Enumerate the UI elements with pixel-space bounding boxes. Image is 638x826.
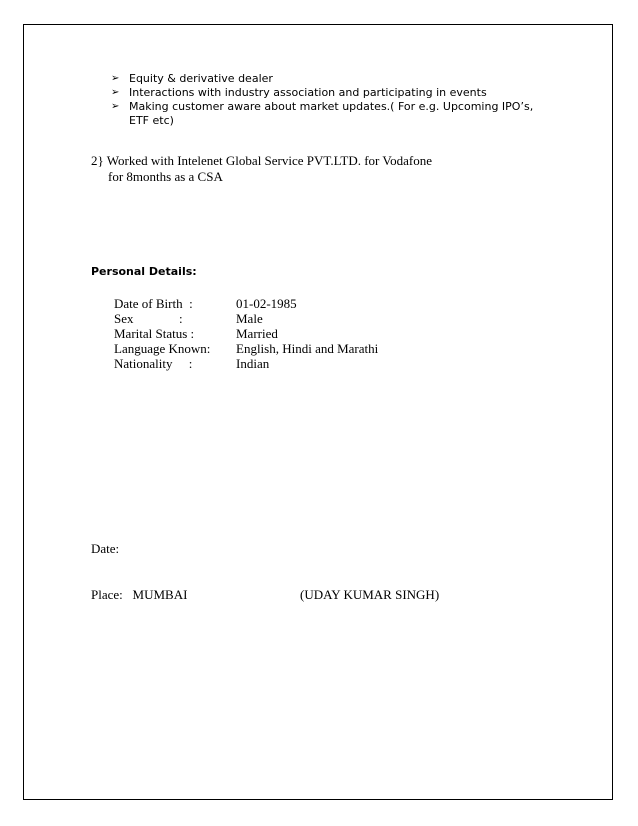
arrow-bullet-icon: ➢ xyxy=(111,73,120,84)
responsibilities-list xyxy=(111,72,551,128)
table-row xyxy=(114,341,378,356)
page-border xyxy=(23,24,613,800)
experience-line-1: 2} Worked with Intelenet Global Service PVT.LTD. for Vodafone xyxy=(91,153,432,168)
list-item-text: Interactions with industry association and participating in events xyxy=(129,86,487,99)
list-item xyxy=(111,72,551,86)
date-label: Date: xyxy=(91,541,120,556)
personal-details-heading: Personal Details: xyxy=(91,265,197,278)
place-line xyxy=(91,587,187,603)
detail-value: Indian xyxy=(236,356,270,371)
table-row xyxy=(114,326,378,341)
detail-label: Sex : xyxy=(114,311,183,326)
list-item-text: Making customer aware about market updates.( For e.g. Upcoming IPO’s, ETF etc) xyxy=(129,100,534,127)
detail-label: Date of Birth : xyxy=(114,296,193,311)
list-item xyxy=(111,100,551,128)
detail-value: Male xyxy=(236,311,263,326)
personal-details-table xyxy=(114,296,378,371)
table-row xyxy=(114,356,378,371)
table-row xyxy=(114,296,378,311)
arrow-bullet-icon: ➢ xyxy=(111,101,120,112)
place-value: MUMBAI xyxy=(132,587,188,602)
detail-value: Married xyxy=(236,326,278,341)
experience-line-2: for 8months as a CSA xyxy=(108,169,223,184)
list-item xyxy=(111,86,551,100)
detail-label: Marital Status : xyxy=(114,326,195,341)
detail-value: English, Hindi and Marathi xyxy=(236,341,379,356)
table-row xyxy=(114,311,378,326)
arrow-bullet-icon: ➢ xyxy=(111,87,120,98)
experience-entry xyxy=(91,153,432,185)
detail-label: Nationality : xyxy=(114,356,193,371)
detail-value: 01-02-1985 xyxy=(236,296,297,311)
place-label: Place: xyxy=(91,587,123,602)
list-item-text: Equity & derivative dealer xyxy=(129,72,273,85)
detail-label: Language Known: xyxy=(114,341,211,356)
signature-name: (UDAY KUMAR SINGH) xyxy=(300,587,440,602)
